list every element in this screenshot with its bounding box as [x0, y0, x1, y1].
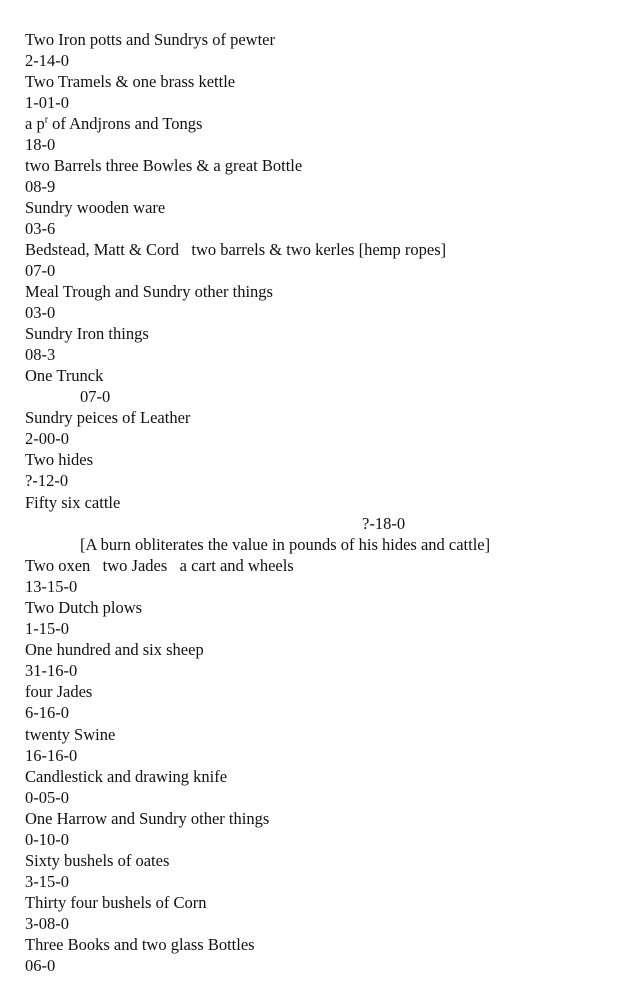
inventory-item	[25, 114, 202, 134]
inventory-value: 03-0	[25, 303, 56, 322]
inventory-item: Three Books and two glass Bottles	[25, 935, 255, 954]
inventory-item: two Barrels three Bowles & a great Bottle	[25, 156, 303, 175]
inventory-item: One Trunck	[25, 366, 104, 385]
inventory-value: 6-16-0	[25, 703, 69, 722]
inventory-value: 2-00-0	[25, 429, 69, 448]
inventory-value: 08-3	[25, 345, 56, 364]
inventory-value: 1-01-0	[25, 93, 69, 112]
inventory-value: 08-9	[25, 177, 56, 196]
inventory-value: 0-10-0	[25, 830, 69, 849]
inventory-item: Fifty six cattle	[25, 493, 121, 512]
inventory-item: Bedstead, Matt & Cord two barrels & two kerles [hemp ropes]	[25, 240, 447, 259]
inventory-item: twenty Swine	[25, 725, 116, 744]
inventory-value: 1-15-0	[25, 619, 69, 638]
inventory-item: Sundry Iron things	[25, 324, 149, 343]
editorial-note: [A burn obliterates the value in pounds of his hides and cattle]	[80, 535, 491, 554]
inventory-item: Sundry wooden ware	[25, 198, 166, 217]
inventory-value: 07-0	[25, 261, 56, 280]
inventory-value: ?-18-0	[362, 514, 406, 533]
inventory-value: 18-0	[25, 135, 56, 154]
inventory-item: Two Dutch plows	[25, 598, 143, 617]
superscript-r: r	[44, 114, 49, 126]
inventory-value: 16-16-0	[25, 746, 78, 765]
inventory-item: Two oxen two Jades a cart and wheels	[25, 556, 294, 575]
inventory-value: 3-15-0	[25, 872, 69, 891]
inventory-value: 3-08-0	[25, 914, 69, 933]
inventory-item: Two Iron potts and Sundrys of pewter	[25, 30, 275, 49]
inventory-value: 0-05-0	[25, 788, 69, 807]
inventory-item: One hundred and six sheep	[25, 640, 204, 659]
inventory-item: four Jades	[25, 682, 93, 701]
inventory-value: 2-14-0	[25, 51, 69, 70]
inventory-value: ?-12-0	[25, 471, 69, 490]
inventory-value: 31-16-0	[25, 661, 78, 680]
inventory-item: Meal Trough and Sundry other things	[25, 282, 273, 301]
inventory-item: Thirty four bushels of Corn	[25, 893, 207, 912]
inventory-value: 13-15-0	[25, 577, 78, 596]
inventory-item: Two hides	[25, 450, 94, 469]
inventory-item: Candlestick and drawing knife	[25, 767, 228, 786]
inventory-item: Sundry peices of Leather	[25, 408, 191, 427]
inventory-value: 07-0	[80, 387, 111, 406]
item-text: a p	[25, 114, 45, 133]
inventory-value: 03-6	[25, 219, 56, 238]
inventory-item: Two Tramels & one brass kettle	[25, 72, 236, 91]
inventory-value: 06-0	[25, 956, 56, 975]
inventory-item: Sixty bushels of oates	[25, 851, 170, 870]
item-text: of Andjrons and Tongs	[48, 114, 203, 133]
inventory-item: One Harrow and Sundry other things	[25, 809, 270, 828]
